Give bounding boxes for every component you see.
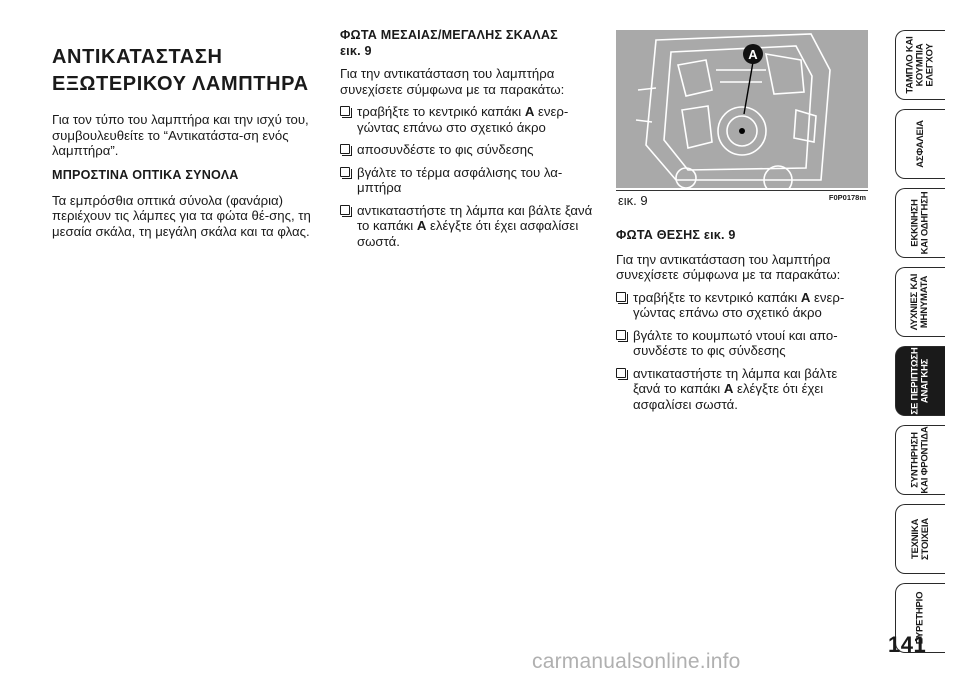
tab-technical-data[interactable]: ΤΕΧΝΙΚΑ ΣΤΟΙΧΕΙΑ [895, 504, 945, 574]
checkbox-bullet-icon [340, 106, 350, 116]
tab-maintenance[interactable]: ΣΥΝΤΗΡΗΣΗ ΚΑΙ ΦΡΟΝΤΙΔΑ [895, 425, 945, 495]
watermark: carmanualsonline.info [532, 650, 741, 673]
tab-safety[interactable]: ΑΣΦΑΛΕΙΑ [895, 109, 945, 179]
tab-dashboard[interactable]: ΤΑΜΠΛΟ ΚΑΙ ΚΟΥΜΠΙΑ ΕΛΕΓΧΟΥ [895, 30, 945, 100]
checkbox-bullet-icon [340, 167, 350, 177]
checkbox-bullet-icon [340, 205, 350, 215]
figure-caption [616, 190, 868, 209]
low-high-ref: εικ. 9 [340, 43, 372, 58]
front-heading: ΜΠΡΟΣΤΙΝΑ ΟΠΤΙΚΑ ΣΥΝΟΛΑ [52, 168, 239, 182]
checkbox-bullet-icon [616, 368, 626, 378]
headlamp-illustration [616, 30, 868, 188]
section-title-line-1: ΑΝΤΙΚΑΤΑΣΤΑΣΗ [52, 46, 223, 68]
list-item: αποσυνδέστε το φις σύνδεσης [340, 142, 602, 158]
low-high-intro: Για την αντικατάσταση του λαμπτήρα συνεχίσετε σύμφωνα με τα παρακάτω: [340, 66, 565, 97]
tab-emergency[interactable]: ΣΕ ΠΕΡΙΠΤΩΣΗ ΑΝΑΓΚΗΣ [895, 346, 945, 416]
side-lights-intro: Για την αντικατάσταση του λαμπτήρα συνεχίσετε σύμφωνα με τα παρακάτω: [616, 251, 841, 282]
list-item: τραβήξτε το κεντρικό καπάκι A ενερ-γώντας επάνω στο σχετικό άκρο [616, 290, 868, 321]
headlamp-figure [616, 30, 868, 188]
low-high-beam-section [340, 28, 602, 249]
side-lights-section [616, 228, 868, 412]
checkbox-bullet-icon [340, 144, 350, 154]
callout-a-label: A [748, 47, 758, 62]
tab-index[interactable]: ΕΥΡΕΤΗΡΙΟ [895, 583, 945, 653]
list-item: βγάλτε το κουμπωτό ντουί και απο-συνδέστε το φις σύνδεσης [616, 328, 868, 359]
front-text: Τα εμπρόσθια οπτικά σύνολα (φανάρια) περιέχουν τις λάμπες για τα φώτα θέ-σης, τη μεσαία σκάλα, τη μεγάλη σκάλα και τα φλας. [52, 192, 311, 239]
list-item: τραβήξτε το κεντρικό καπάκι A ενερ-γώντας επάνω στο σχετικό άκρο [340, 104, 602, 135]
page-number: 141 [888, 632, 927, 657]
tab-starting-driving[interactable]: ΕΚΚΙΝΗΣΗ ΚΑΙ ΟΔΗΓΗΣΗ [895, 188, 945, 258]
checkbox-bullet-icon [616, 292, 626, 302]
intro-text: Για τον τύπο του λαμπτήρα και την ισχύ του, συμβουλευθείτε το “Αντικατάστα-ση ενός λαμπτήρα”. [52, 112, 309, 158]
tab-lights-messages[interactable]: ΛΥΧΝΙΕΣ ΚΑΙ ΜΗΝΥΜΑΤΑ [895, 267, 945, 337]
figure-label: εικ. 9 [618, 193, 648, 208]
section-title [52, 44, 322, 98]
list-item: βγάλτε το τέρμα ασφάλισης του λα-μπτήρα [340, 165, 602, 196]
list-item: αντικαταστήστε τη λάμπα και βάλτε ξανά το καπάκι A ελέγξτε ότι έχει ασφαλίσει σωστά. [340, 203, 602, 250]
low-high-heading: ΦΩΤΑ ΜΕΣΑΙΑΣ/ΜΕΓΑΛΗΣ ΣΚΑΛΑΣ [340, 28, 558, 42]
intro-block [52, 112, 320, 159]
section-title-line-2: ΕΞΩΤΕΡΙΚΟΥ ΛΑΜΠΤΗΡΑ [52, 73, 309, 95]
side-lights-heading: ΦΩΤΑ ΘΕΣΗΣ εικ. 9 [616, 228, 736, 242]
checkbox-bullet-icon [616, 330, 626, 340]
front-block [52, 168, 320, 239]
figure-code: F0P0178m [828, 193, 866, 202]
list-item: αντικαταστήστε τη λάμπα και βάλτε ξανά το καπάκι A ελέγξτε ότι έχει ασφαλίσει σωστά. [616, 366, 868, 413]
